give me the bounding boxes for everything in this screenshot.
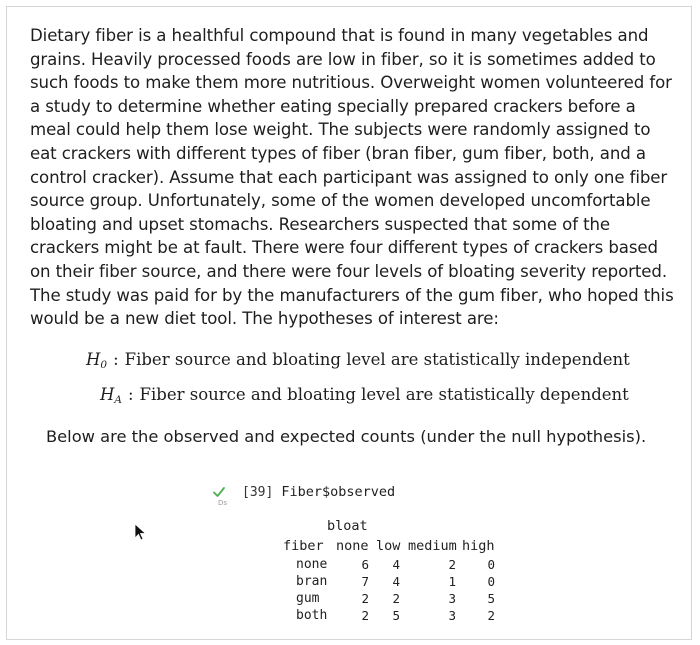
alternative-hypothesis xyxy=(100,385,700,406)
counts-intro-text: Below are the observed and expected counts (under the null hypothesis). xyxy=(46,427,647,446)
table-cell: 4 xyxy=(392,557,400,572)
execution-duration-label: Ds xyxy=(218,499,228,507)
ha-colon: : xyxy=(127,385,134,404)
check-icon xyxy=(212,485,226,499)
bloat-dimension-label: bloat xyxy=(327,518,368,534)
row-name: none xyxy=(296,557,328,572)
table-cell: 0 xyxy=(487,574,495,589)
column-header: high xyxy=(462,538,495,554)
h0-subscript: 0 xyxy=(100,359,108,371)
column-header: low xyxy=(376,538,401,554)
table-cell: 5 xyxy=(487,591,495,606)
table-cell: 0 xyxy=(487,557,495,572)
ha-text: Fiber source and bloating level are statistically dependent xyxy=(139,385,629,404)
fiber-dimension-label: fiber xyxy=(283,538,324,554)
table-cell: 4 xyxy=(392,574,400,589)
h0-symbol: H xyxy=(86,350,101,369)
row-name: bran xyxy=(296,574,328,589)
row-name: both xyxy=(296,608,328,623)
code-cell-header[interactable] xyxy=(212,482,395,502)
table-cell: 2 xyxy=(392,591,400,606)
null-hypothesis xyxy=(86,350,686,371)
table-cell: 2 xyxy=(487,608,495,623)
mouse-cursor-icon xyxy=(134,523,148,541)
table-cell: 3 xyxy=(448,591,456,606)
table-cell: 2 xyxy=(361,608,369,623)
table-cell: 7 xyxy=(361,574,369,589)
execution-count: [39] xyxy=(242,484,274,500)
table-cell: 2 xyxy=(448,557,456,572)
table-cell: 6 xyxy=(361,557,369,572)
cell-code[interactable]: Fiber$observed xyxy=(281,484,396,500)
ha-subscript: A xyxy=(114,394,122,406)
h0-text: Fiber source and bloating level are statistically independent xyxy=(124,350,630,369)
problem-paragraph: Dietary fiber is a healthful compound that is found in many vegetables and grains. Heavily processed foods are low in fiber, so it is sometimes added to such foods to make them more nutritious. Overweight women volunteered for a study to determine whether eating specially prepared crackers before a meal could help them lose weight. The subjects were randomly assigned to eat crackers with different types of fiber (bran fiber, gum fiber, both, and a control cracker). Assume that each participant was assigned to only one fiber source group. Unfortunately, some of the women developed uncomfortable bloating and upset stomachs. Researchers suspected that some of the crackers might be at fault. There were four different types of crackers based on their fiber source, and there were four levels of bloating severity reported. The study was paid for by the manufacturers of the gum fiber, who hoped this would be a new diet tool. The hypotheses of interest are: xyxy=(30,26,674,329)
table-cell: 1 xyxy=(448,574,456,589)
table-cell: 2 xyxy=(361,591,369,606)
h0-colon: : xyxy=(113,350,119,369)
table-cell: 5 xyxy=(392,608,400,623)
row-name: gum xyxy=(296,591,320,606)
table-cell: 3 xyxy=(448,608,456,623)
column-header: medium xyxy=(408,538,457,554)
column-header: none xyxy=(336,538,369,554)
ha-symbol: H xyxy=(100,385,115,404)
